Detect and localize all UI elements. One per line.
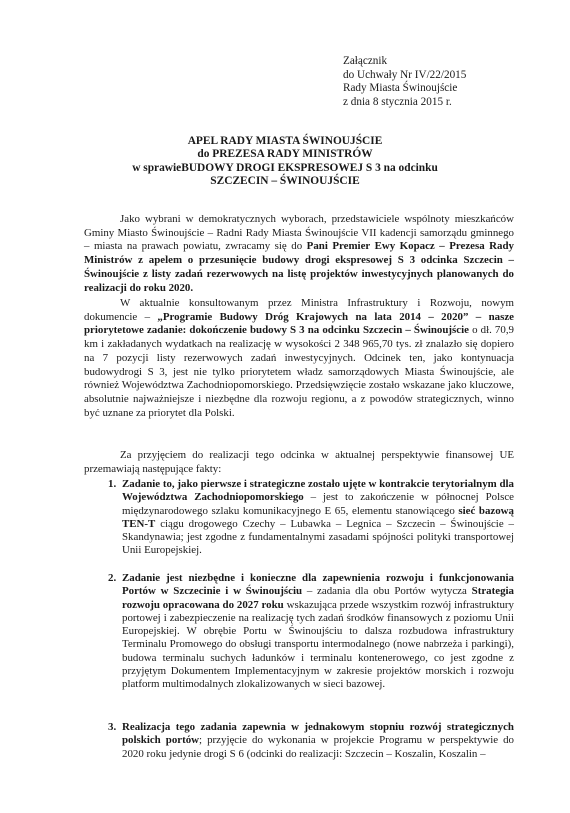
list-item-text-2: wskazująca przede wszystkim rozwój infrastruktury portowej i zabezpieczenie na realizację tych zadań środków finansowych z poziomu Unii Europejskiej. W obrębie Portu w Świnoujściu to dalsza rozbudowa infrastruktury Terminalu Promowego do obsługi transportu intermodalnego (nowe nabrzeża i parkingi), budowa terminalu suchych ładunków i terminalu kontenerowego, co jest zgodne z przyjętym Dokumentem Implementacyjnym w zakresie projektów morskich i rozwoju platform multimodalnych zlokalizowanych w sieci bazowej. <box>122 598 514 691</box>
paragraph-appeal-bold: Pani Premier Ewy Kopacz – Prezesa Rady Ministrów z apelem o przesunięcie budowy drogi ekspresowej S 3 odcinka Szczecin – Świnoujście z listy zadań rezerwowych na listę projektów inwestycyjnych planowanych do realizacji do roku 2020. <box>84 240 514 294</box>
list-item-number: 1. <box>108 478 117 490</box>
title-line-1: APEL RADY MIASTA ŚWINOUJŚCIE <box>187 135 383 147</box>
list-item-text-1: – jest to zakończenie w północnej Polsce międzynarodowego szlaku komunikacyjnego E 65, elementu stanowiącego <box>122 491 514 517</box>
paragraph-appeal-text: Jako wybrani w demokratycznych wyborach, przedstawiciele wspólnoty mieszkańców Gminy Miasto Świnoujście – Radni Rady Miasta Świnoujście VII kadencji samorządu gminnego – miasta na prawach powiatu, zwracamy się do <box>84 213 514 253</box>
title-line-3 <box>60 162 510 175</box>
annex-council-name: Rady Miasta Świnoujście <box>343 82 458 95</box>
title-line-2: do PREZESA RADY MINISTRÓW <box>197 148 373 161</box>
list-item-bold-2: sieć bazową TEN-T <box>122 504 514 530</box>
list-item-text-1: ; przyjęcie do wykonania w projekcie Programu w perspektywie do 2020 roku jedynie drogi S 6 (odcinki do realizacji: Szczecin – Koszalin, Koszalin – <box>122 734 514 760</box>
paragraph-program-bold: „Programie Budowy Dróg Krajowych na lata 2014 – 2020” – nasze priorytetowe zadanie: dokończenie budowy S 3 na odcinku Szczecin – Świnoujście <box>84 310 514 337</box>
list-item-number: 3. <box>108 721 117 733</box>
paragraph-facts-intro: Za przyjęciem do realizacji tego odcinka w aktualnej perspektywie finansowej UE przemawiają następujące fakty: <box>84 449 514 475</box>
list-item-bold-2: Strategia rozwoju opracowana do 2027 roku <box>122 585 514 611</box>
title-line-4: SZCZECIN – ŚWINOUJŚCIE <box>210 175 360 188</box>
paragraph-program-text-2: o dł. 70,9 km i zakładanych wydatkach na realizację w wysokości 2 348 965,70 tys. zł znalazło się dopiero na 7 pozycji listy rezerwowych zadań inwestycyjnych. Odcinek ten, jako kontynuacja budowydrogi S 3, jest nie tylko priorytetem władz samorządowych Miasta Świnoujście, ale również Województwa Zachodniopomorskiego. Przedsięwzięcie zostało wskazane jako kluczowe, absolutnie najważniejsze i niezbędne dla rozwoju regionu, a z powodów strategicznych, winno być uznane za priorytet dla Polski. <box>84 324 514 419</box>
paragraph-appeal <box>84 213 514 295</box>
paragraph-program-text-1: W aktualnie konsultowanym przez Ministra Infrastruktury i Rozwoju, nowym dokumencie – <box>84 297 514 323</box>
annex-date: z dnia 8 stycznia 2015 r. <box>343 95 452 108</box>
list-item-text <box>122 478 514 558</box>
list-item-number: 2. <box>108 572 117 584</box>
list-item-text <box>122 572 514 692</box>
annex-header <box>343 55 466 109</box>
document-title <box>60 135 510 189</box>
paragraph-program <box>84 297 514 420</box>
list-item-text <box>122 721 514 761</box>
list-item-bold-1: Zadanie to, jako pierwsze i strategiczne zostało ujęte w kontrakcie terytorialnym dla Województwa Zachodniopomorskiego <box>122 478 514 504</box>
list-item-bold-1: Realizacja tego zadania zapewnia w jednakowym stopniu rozwój strategicznych polskich portów <box>122 721 514 747</box>
title-line-3-bold: BUDOWY DROGI EKSPRESOWEJ S 3 na odcinku <box>181 161 438 174</box>
list-item-bold-1: Zadanie jest niezbędne i konieczne dla zapewnienia rozwoju i funkcjonowania Portów w Szczecinie i w Świnoujściu <box>122 572 514 598</box>
title-line-3-prefix: w sprawie <box>132 161 182 174</box>
annex-resolution-number: do Uchwały Nr IV/22/2015 <box>343 68 467 81</box>
annex-label: Załącznik <box>343 55 388 67</box>
list-item-text-2: ciągu drogowego Czechy – Lubawka – Legnica – Szczecin – Świnoujście – Skandynawia; jest zgodne z fundamentalnymi zasadami spójności polityki transportowej Unii Europejskiej. <box>122 517 514 557</box>
list-item-text-1: – zadania dla obu Portów wytycza <box>302 585 472 598</box>
